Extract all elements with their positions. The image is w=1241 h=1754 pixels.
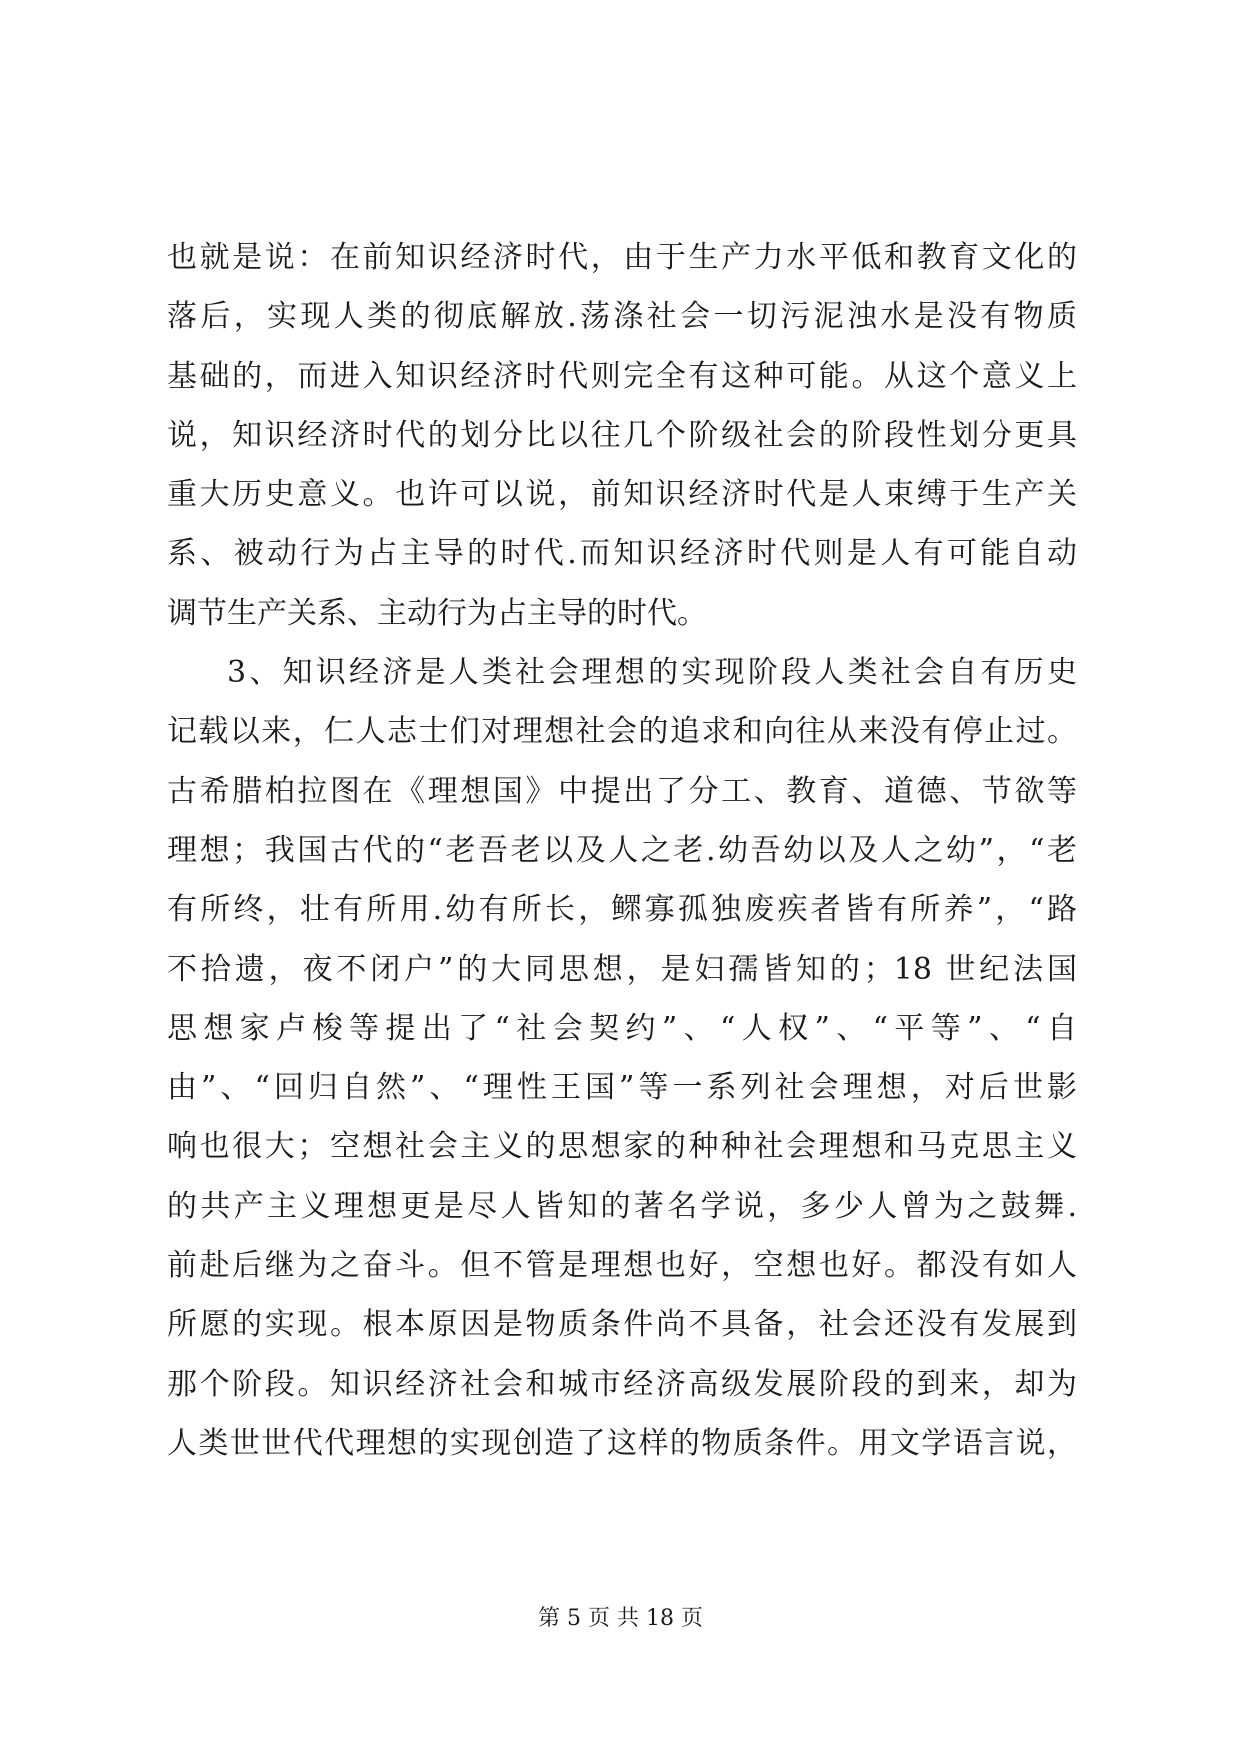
text-line: 由”、“回归自然”、“理性王国”等一系列社会理想，对后世影 xyxy=(167,1070,1077,1106)
text-line: 重大历史意义。也许可以说，前知识经济时代是人束缚于生产关 xyxy=(167,477,1077,513)
text-line: 那个阶段。知识经济社会和城市经济高级发展阶段的到来，却为 xyxy=(167,1366,1077,1402)
text-line: 响也很大；空想社会主义的思想家的种种社会理想和马克思主义 xyxy=(167,1129,1077,1165)
text-line: 落后，实现人类的彻底解放.荡涤社会一切污泥浊水是没有物质 xyxy=(167,299,1077,335)
text-line: 调节生产关系、主动行为占主导的时代。 xyxy=(167,595,707,631)
text-line: 所愿的实现。根本原因是物质条件尚不具备，社会还没有发展到 xyxy=(167,1307,1077,1343)
text-line: 系、被动行为占主导的时代.而知识经济时代则是人有可能自动 xyxy=(167,536,1077,572)
text-line: 不拾遗，夜不闭户”的大同思想，是妇孺皆知的；18 世纪法国 xyxy=(167,951,1077,987)
paragraph-start-line: 3、知识经济是人类社会理想的实现阶段人类社会自有历史 xyxy=(227,655,1077,691)
text-line: 的共产主义理想更是尽人皆知的著名学说，多少人曾为之鼓舞. xyxy=(167,1188,1077,1224)
text-line: 说，知识经济时代的划分比以往几个阶级社会的阶段性划分更具 xyxy=(167,417,1077,453)
text-line: 思想家卢梭等提出了“社会契约”、“人权”、“平等”、“自 xyxy=(167,1010,1077,1046)
body-text xyxy=(167,228,1077,1473)
text-line: 也就是说：在前知识经济时代，由于生产力水平低和教育文化的 xyxy=(167,240,1077,275)
text-line: 前赴后继为之奋斗。但不管是理想也好，空想也好。都没有如人 xyxy=(167,1248,1077,1284)
text-line: 基础的，而进入知识经济时代则完全有这种可能。从这个意义上 xyxy=(167,358,1077,394)
page-number-footer: 第 5 页 共 18 页 xyxy=(538,1606,703,1631)
text-line: 人类世世代代理想的实现创造了这样的物质条件。用文学语言说， xyxy=(167,1425,1077,1461)
text-line: 有所终，壮有所用.幼有所长，鳏寡孤独废疾者皆有所养”，“路 xyxy=(167,892,1077,928)
text-line: 理想；我国古代的“老吾老以及人之老.幼吾幼以及人之幼”，“老 xyxy=(167,832,1077,868)
text-line: 古希腊柏拉图在《理想国》中提出了分工、教育、道德、节欲等 xyxy=(167,773,1077,809)
text-line: 记载以来，仁人志士们对理想社会的追求和向往从来没有停止过。 xyxy=(167,714,1077,750)
